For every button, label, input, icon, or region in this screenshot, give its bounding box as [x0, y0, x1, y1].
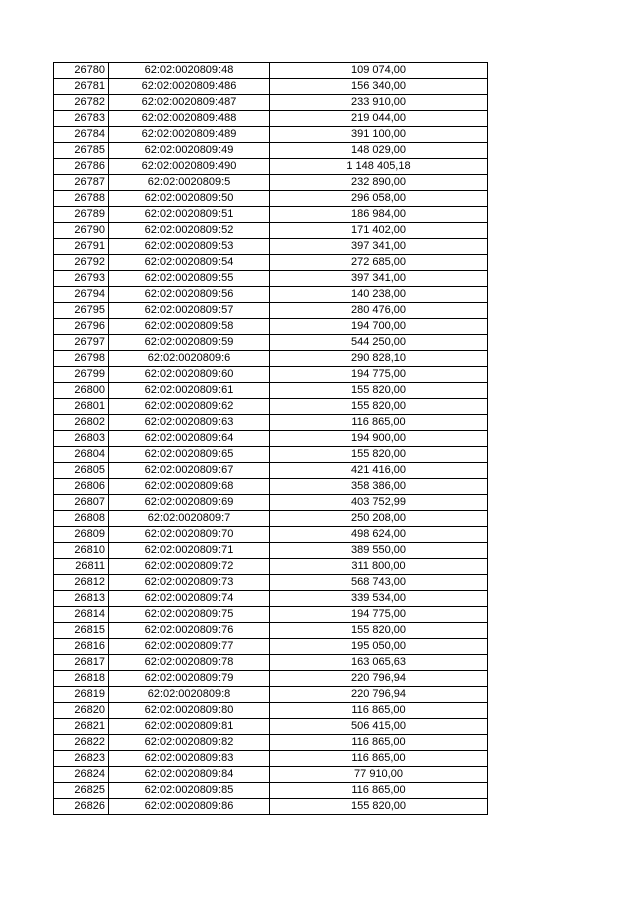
- cadastral-number-cell: 62:02:0020809:58: [109, 319, 270, 335]
- cadastral-value-cell: 220 796,94: [270, 671, 488, 687]
- table-row: [54, 143, 488, 159]
- table-row: [54, 559, 488, 575]
- cadastral-number-cell: 62:02:0020809:50: [109, 191, 270, 207]
- cadastral-number-cell: 62:02:0020809:487: [109, 95, 270, 111]
- table-row: [54, 623, 488, 639]
- cadastral-value-cell: 194 700,00: [270, 319, 488, 335]
- cadastral-number-cell: 62:02:0020809:54: [109, 255, 270, 271]
- table-row: [54, 191, 488, 207]
- table-row: [54, 255, 488, 271]
- row-number-cell: 26791: [54, 239, 109, 255]
- cadastral-value-cell: 140 238,00: [270, 287, 488, 303]
- cadastral-number-cell: 62:02:0020809:489: [109, 127, 270, 143]
- row-number-cell: 26788: [54, 191, 109, 207]
- row-number-cell: 26799: [54, 367, 109, 383]
- table-row: [54, 655, 488, 671]
- table-row: [54, 511, 488, 527]
- cadastral-value-cell: 296 058,00: [270, 191, 488, 207]
- cadastral-value-cell: 498 624,00: [270, 527, 488, 543]
- table-row: [54, 207, 488, 223]
- cadastral-value-cell: 290 828,10: [270, 351, 488, 367]
- cadastral-value-cell: 233 910,00: [270, 95, 488, 111]
- table-row: [54, 751, 488, 767]
- row-number-cell: 26821: [54, 719, 109, 735]
- cadastral-number-cell: 62:02:0020809:6: [109, 351, 270, 367]
- row-number-cell: 26818: [54, 671, 109, 687]
- table-row: [54, 591, 488, 607]
- table-row: [54, 671, 488, 687]
- cadastral-number-cell: 62:02:0020809:8: [109, 687, 270, 703]
- cadastral-number-cell: 62:02:0020809:55: [109, 271, 270, 287]
- row-number-cell: 26781: [54, 79, 109, 95]
- table-row: [54, 351, 488, 367]
- table-row: [54, 607, 488, 623]
- cadastral-value-cell: 250 208,00: [270, 511, 488, 527]
- cadastral-number-cell: 62:02:0020809:48: [109, 63, 270, 79]
- cadastral-number-cell: 62:02:0020809:486: [109, 79, 270, 95]
- cadastral-number-cell: 62:02:0020809:56: [109, 287, 270, 303]
- row-number-cell: 26803: [54, 431, 109, 447]
- cadastral-value-cell: 220 796,94: [270, 687, 488, 703]
- cadastral-number-cell: 62:02:0020809:75: [109, 607, 270, 623]
- row-number-cell: 26780: [54, 63, 109, 79]
- cadastral-number-cell: 62:02:0020809:82: [109, 735, 270, 751]
- cadastral-value-cell: 155 820,00: [270, 383, 488, 399]
- row-number-cell: 26802: [54, 415, 109, 431]
- table-row: [54, 175, 488, 191]
- row-number-cell: 26814: [54, 607, 109, 623]
- table-row: [54, 63, 488, 79]
- row-number-cell: 26806: [54, 479, 109, 495]
- cadastral-value-cell: 116 865,00: [270, 703, 488, 719]
- cadastral-number-cell: 62:02:0020809:63: [109, 415, 270, 431]
- table-row: [54, 575, 488, 591]
- cadastral-number-cell: 62:02:0020809:74: [109, 591, 270, 607]
- table-row: [54, 271, 488, 287]
- cadastral-number-cell: 62:02:0020809:488: [109, 111, 270, 127]
- cadastral-number-cell: 62:02:0020809:69: [109, 495, 270, 511]
- cadastral-value-cell: 568 743,00: [270, 575, 488, 591]
- row-number-cell: 26804: [54, 447, 109, 463]
- cadastral-number-cell: 62:02:0020809:61: [109, 383, 270, 399]
- table-row: [54, 495, 488, 511]
- cadastral-value-cell: 194 900,00: [270, 431, 488, 447]
- cadastral-number-cell: 62:02:0020809:84: [109, 767, 270, 783]
- table-row: [54, 79, 488, 95]
- table-row: [54, 783, 488, 799]
- table-body: [54, 63, 488, 815]
- row-number-cell: 26817: [54, 655, 109, 671]
- cadastral-value-cell: 1 148 405,18: [270, 159, 488, 175]
- cadastral-value-cell: 397 341,00: [270, 271, 488, 287]
- table-row: [54, 335, 488, 351]
- cadastral-number-cell: 62:02:0020809:49: [109, 143, 270, 159]
- cadastral-value-table: [53, 62, 488, 815]
- cadastral-number-cell: 62:02:0020809:78: [109, 655, 270, 671]
- cadastral-value-cell: 186 984,00: [270, 207, 488, 223]
- table-row: [54, 479, 488, 495]
- cadastral-value-cell: 163 065,63: [270, 655, 488, 671]
- cadastral-number-cell: 62:02:0020809:64: [109, 431, 270, 447]
- cadastral-value-cell: 116 865,00: [270, 751, 488, 767]
- cadastral-value-cell: 171 402,00: [270, 223, 488, 239]
- cadastral-number-cell: 62:02:0020809:490: [109, 159, 270, 175]
- cadastral-number-cell: 62:02:0020809:71: [109, 543, 270, 559]
- cadastral-value-cell: 397 341,00: [270, 239, 488, 255]
- cadastral-value-cell: 195 050,00: [270, 639, 488, 655]
- table-row: [54, 543, 488, 559]
- row-number-cell: 26787: [54, 175, 109, 191]
- table-row: [54, 527, 488, 543]
- table-row: [54, 95, 488, 111]
- cadastral-value-cell: 311 800,00: [270, 559, 488, 575]
- cadastral-number-cell: 62:02:0020809:76: [109, 623, 270, 639]
- table-row: [54, 431, 488, 447]
- cadastral-number-cell: 62:02:0020809:65: [109, 447, 270, 463]
- cadastral-number-cell: 62:02:0020809:79: [109, 671, 270, 687]
- table-row: [54, 383, 488, 399]
- cadastral-value-cell: 391 100,00: [270, 127, 488, 143]
- table-row: [54, 287, 488, 303]
- table-row: [54, 639, 488, 655]
- row-number-cell: 26798: [54, 351, 109, 367]
- cadastral-number-cell: 62:02:0020809:81: [109, 719, 270, 735]
- cadastral-value-cell: 155 820,00: [270, 447, 488, 463]
- row-number-cell: 26801: [54, 399, 109, 415]
- table-row: [54, 799, 488, 815]
- cadastral-value-cell: 232 890,00: [270, 175, 488, 191]
- table-row: [54, 367, 488, 383]
- row-number-cell: 26820: [54, 703, 109, 719]
- table-row: [54, 719, 488, 735]
- row-number-cell: 26823: [54, 751, 109, 767]
- row-number-cell: 26805: [54, 463, 109, 479]
- cadastral-value-cell: 155 820,00: [270, 799, 488, 815]
- cadastral-number-cell: 62:02:0020809:70: [109, 527, 270, 543]
- table-row: [54, 767, 488, 783]
- cadastral-number-cell: 62:02:0020809:86: [109, 799, 270, 815]
- cadastral-value-cell: 544 250,00: [270, 335, 488, 351]
- row-number-cell: 26816: [54, 639, 109, 655]
- cadastral-number-cell: 62:02:0020809:67: [109, 463, 270, 479]
- table-row: [54, 239, 488, 255]
- row-number-cell: 26793: [54, 271, 109, 287]
- cadastral-value-cell: 194 775,00: [270, 607, 488, 623]
- cadastral-number-cell: 62:02:0020809:77: [109, 639, 270, 655]
- row-number-cell: 26812: [54, 575, 109, 591]
- cadastral-number-cell: 62:02:0020809:62: [109, 399, 270, 415]
- row-number-cell: 26795: [54, 303, 109, 319]
- row-number-cell: 26792: [54, 255, 109, 271]
- row-number-cell: 26825: [54, 783, 109, 799]
- cadastral-number-cell: 62:02:0020809:51: [109, 207, 270, 223]
- cadastral-value-cell: 421 416,00: [270, 463, 488, 479]
- cadastral-value-cell: 116 865,00: [270, 415, 488, 431]
- table-row: [54, 703, 488, 719]
- cadastral-number-cell: 62:02:0020809:85: [109, 783, 270, 799]
- row-number-cell: 26782: [54, 95, 109, 111]
- row-number-cell: 26786: [54, 159, 109, 175]
- row-number-cell: 26824: [54, 767, 109, 783]
- row-number-cell: 26813: [54, 591, 109, 607]
- row-number-cell: 26826: [54, 799, 109, 815]
- row-number-cell: 26807: [54, 495, 109, 511]
- cadastral-value-cell: 272 685,00: [270, 255, 488, 271]
- row-number-cell: 26819: [54, 687, 109, 703]
- cadastral-number-cell: 62:02:0020809:57: [109, 303, 270, 319]
- cadastral-number-cell: 62:02:0020809:52: [109, 223, 270, 239]
- cadastral-value-cell: 194 775,00: [270, 367, 488, 383]
- table-row: [54, 415, 488, 431]
- row-number-cell: 26808: [54, 511, 109, 527]
- cadastral-value-cell: 148 029,00: [270, 143, 488, 159]
- cadastral-number-cell: 62:02:0020809:60: [109, 367, 270, 383]
- cadastral-value-cell: 109 074,00: [270, 63, 488, 79]
- cadastral-number-cell: 62:02:0020809:80: [109, 703, 270, 719]
- cadastral-number-cell: 62:02:0020809:73: [109, 575, 270, 591]
- table-row: [54, 127, 488, 143]
- table-row: [54, 447, 488, 463]
- row-number-cell: 26811: [54, 559, 109, 575]
- row-number-cell: 26809: [54, 527, 109, 543]
- cadastral-value-cell: 219 044,00: [270, 111, 488, 127]
- row-number-cell: 26796: [54, 319, 109, 335]
- cadastral-number-cell: 62:02:0020809:53: [109, 239, 270, 255]
- cadastral-value-cell: 358 386,00: [270, 479, 488, 495]
- cadastral-number-cell: 62:02:0020809:59: [109, 335, 270, 351]
- table-row: [54, 303, 488, 319]
- table-row: [54, 463, 488, 479]
- cadastral-number-cell: 62:02:0020809:5: [109, 175, 270, 191]
- row-number-cell: 26783: [54, 111, 109, 127]
- table-row: [54, 399, 488, 415]
- row-number-cell: 26800: [54, 383, 109, 399]
- row-number-cell: 26822: [54, 735, 109, 751]
- cadastral-number-cell: 62:02:0020809:72: [109, 559, 270, 575]
- table-row: [54, 687, 488, 703]
- row-number-cell: 26785: [54, 143, 109, 159]
- row-number-cell: 26794: [54, 287, 109, 303]
- cadastral-value-cell: 339 534,00: [270, 591, 488, 607]
- cadastral-value-cell: 156 340,00: [270, 79, 488, 95]
- table-row: [54, 159, 488, 175]
- row-number-cell: 26810: [54, 543, 109, 559]
- cadastral-value-cell: 155 820,00: [270, 399, 488, 415]
- row-number-cell: 26790: [54, 223, 109, 239]
- cadastral-number-cell: 62:02:0020809:83: [109, 751, 270, 767]
- cadastral-value-cell: 116 865,00: [270, 735, 488, 751]
- row-number-cell: 26789: [54, 207, 109, 223]
- cadastral-value-cell: 389 550,00: [270, 543, 488, 559]
- table-row: [54, 223, 488, 239]
- cadastral-number-cell: 62:02:0020809:68: [109, 479, 270, 495]
- row-number-cell: 26784: [54, 127, 109, 143]
- cadastral-value-cell: 403 752,99: [270, 495, 488, 511]
- table-row: [54, 735, 488, 751]
- cadastral-value-cell: 116 865,00: [270, 783, 488, 799]
- cadastral-value-cell: 155 820,00: [270, 623, 488, 639]
- cadastral-value-cell: 280 476,00: [270, 303, 488, 319]
- cadastral-number-cell: 62:02:0020809:7: [109, 511, 270, 527]
- cadastral-value-cell: 77 910,00: [270, 767, 488, 783]
- row-number-cell: 26815: [54, 623, 109, 639]
- cadastral-value-cell: 506 415,00: [270, 719, 488, 735]
- table-row: [54, 319, 488, 335]
- table-row: [54, 111, 488, 127]
- row-number-cell: 26797: [54, 335, 109, 351]
